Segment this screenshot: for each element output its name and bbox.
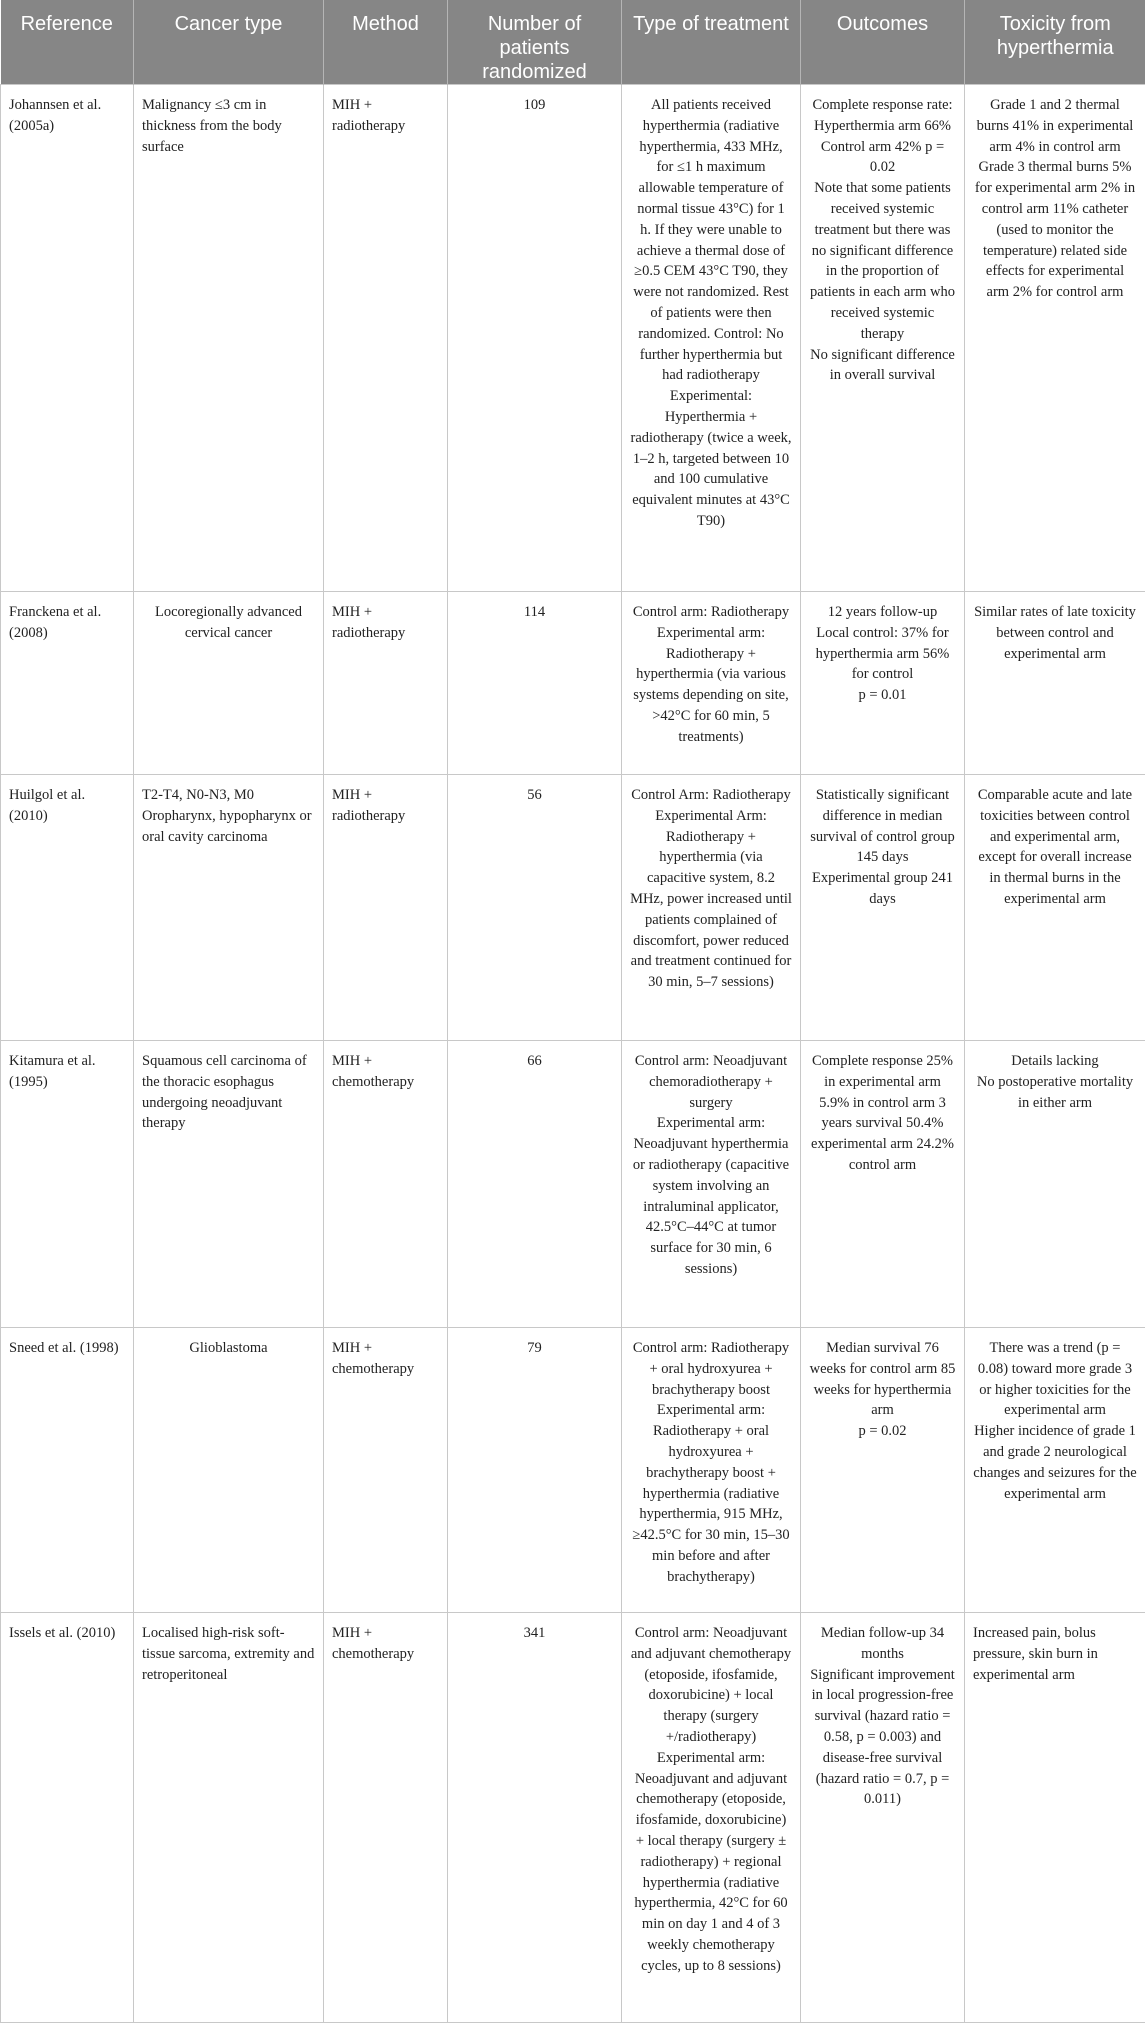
toxicity-cell: [965, 775, 1145, 1041]
cancer-type-cell: Localised high-risk soft-tissue sarcoma, extremity and retroperitoneal: [134, 1613, 324, 2023]
outcomes-cell: [801, 592, 965, 775]
outcomes-cell: [801, 85, 965, 592]
header-treatment-type: Type of treatment: [622, 0, 801, 85]
treatment-line: Experimental Arm: Radiotherapy + hyperthermia (via capacitive system, 8.2 MHz, power increased until patients complained of discomfort, power reduced and treatment continued for 30 min, 5–7 sessions): [630, 806, 792, 993]
outcomes-cell: [801, 775, 965, 1041]
outcome-line: Control arm 42% p = 0.02: [809, 137, 956, 179]
outcome-line: Local control: 37% for hyperthermia arm 56% for control: [809, 623, 956, 685]
treatment-line: Experimental: Hyperthermia + radiotherapy (twice a week, 1–2 h, targeted between 10 and 100 cumulative equivalent minutes at 43°C T90): [630, 386, 792, 532]
treatment-line: Control arm: Neoadjuvant chemoradiotherapy + surgery: [630, 1051, 792, 1113]
patients-cell: 66: [448, 1041, 622, 1328]
treatment-cell: [622, 592, 801, 775]
treatment-line: Control arm: Radiotherapy + oral hydroxyurea + brachytherapy boost: [630, 1338, 792, 1400]
toxicity-line: There was a trend (p = 0.08) toward more grade 3 or higher toxicities for the experimental arm: [973, 1338, 1137, 1421]
reference-cell: Huilgol et al. (2010): [1, 775, 134, 1041]
reference-cell: Kitamura et al. (1995): [1, 1041, 134, 1328]
treatment-cell: [622, 775, 801, 1041]
treatment-line: Experimental arm: Neoadjuvant hyperthermia or radiotherapy (capacitive system involving an intraluminal applicator, 42.5°C–44°C at tumor surface for 30 min, 6 sessions): [630, 1113, 792, 1279]
treatment-line: Control Arm: Radiotherapy: [630, 785, 792, 806]
cancer-type-cell: T2-T4, N0-N3, M0 Oropharynx, hypopharynx or oral cavity carcinoma: [134, 775, 324, 1041]
cancer-type-cell: Glioblastoma: [134, 1328, 324, 1613]
treatment-line: Experimental arm: Neoadjuvant and adjuvant chemotherapy (etoposide, ifosfamide, doxorubicine) + local therapy (surgery ± radiotherapy) + regional hyperthermia (radiative hyperthermia, 42°C for 60 min on day 1 and 4 of 3 weekly chemotherapy cycles, up to 8 sessions): [630, 1748, 792, 1977]
outcome-line: Statistically significant difference in median survival of control group 145 days: [809, 785, 956, 868]
toxicity-cell: [965, 592, 1145, 775]
toxicity-line: No postoperative mortality in either arm: [973, 1072, 1137, 1114]
outcomes-cell: [801, 1041, 965, 1328]
patients-cell: 114: [448, 592, 622, 775]
cancer-type-cell: Squamous cell carcinoma of the thoracic esophagus undergoing neoadjuvant therapy: [134, 1041, 324, 1328]
treatment-line: Control arm: Neoadjuvant and adjuvant chemotherapy (etoposide, ifosfamide, doxorubicine) + local therapy (surgery +/radiotherapy): [630, 1623, 792, 1748]
patients-cell: 79: [448, 1328, 622, 1613]
reference-cell: Issels et al. (2010): [1, 1613, 134, 2023]
cancer-type-cell: Locoregionally advanced cervical cancer: [134, 592, 324, 775]
method-cell: MIH + chemotherapy: [324, 1328, 448, 1613]
header-row: [1, 0, 1145, 85]
outcome-line: No significant difference in overall survival: [809, 345, 956, 387]
patients-cell: 56: [448, 775, 622, 1041]
toxicity-line: Similar rates of late toxicity between control and experimental arm: [973, 602, 1137, 664]
patients-cell: 109: [448, 85, 622, 592]
method-cell: MIH + radiotherapy: [324, 775, 448, 1041]
toxicity-line: Details lacking: [973, 1051, 1137, 1072]
treatment-cell: [622, 1613, 801, 2023]
treatment-line: Experimental arm: Radiotherapy + hyperthermia (via various systems depending on site, >42°C for 60 min, 5 treatments): [630, 623, 792, 748]
reference-cell: Sneed et al. (1998): [1, 1328, 134, 1613]
treatment-cell: [622, 1328, 801, 1613]
header-cancer-type: Cancer type: [134, 0, 324, 85]
reference-cell: Franckena et al. (2008): [1, 592, 134, 775]
method-cell: MIH + chemotherapy: [324, 1041, 448, 1328]
outcome-line: Significant improvement in local progression-free survival (hazard ratio = 0.58, p = 0.003) and disease-free survival (hazard ratio = 0.7, p = 0.011): [809, 1665, 956, 1811]
outcome-line: p = 0.02: [809, 1421, 956, 1442]
treatment-line: All patients received hyperthermia (radiative hyperthermia, 433 MHz, for ≤1 h maximum allowable temperature of normal tissue 43°C) for 1 h. If they were unable to achieve a thermal dose of ≥0.5 CEM 43°C T90, they were not randomized. Rest of patients were then randomized. Control: No further hyperthermia but had radiotherapy: [630, 95, 792, 386]
table-row: [1, 1328, 1145, 1613]
method-cell: MIH + radiotherapy: [324, 85, 448, 592]
outcome-line: Median follow-up 34 months: [809, 1623, 956, 1665]
outcome-line: 12 years follow-up: [809, 602, 956, 623]
outcomes-cell: [801, 1328, 965, 1613]
toxicity-line: Grade 3 thermal burns 5% for experimental arm 2% in control arm 11% catheter (used to monitor the temperature) related side effects for experimental arm 2% for control arm: [973, 157, 1137, 303]
outcome-line: Complete response 25% in experimental arm 5.9% in control arm 3 years survival 50.4% experimental arm 24.2% control arm: [809, 1051, 956, 1176]
outcome-line: Median survival 76 weeks for control arm 85 weeks for hyperthermia arm: [809, 1338, 956, 1421]
header-toxicity: Toxicity from hyperthermia: [965, 0, 1145, 85]
treatment-line: Experimental arm: Radiotherapy + oral hydroxyurea + brachytherapy boost + hyperthermia (radiative hyperthermia, 915 MHz, ≥42.5°C for 30 min, 15–30 min before and after brachytherapy): [630, 1400, 792, 1587]
treatment-cell: [622, 1041, 801, 1328]
table-row: [1, 1041, 1145, 1328]
outcome-line: Note that some patients received systemic treatment but there was no significant difference in the proportion of patients in each arm who received systemic therapy: [809, 178, 956, 344]
header-method: Method: [324, 0, 448, 85]
toxicity-cell: [965, 85, 1145, 592]
outcome-line: p = 0.01: [809, 685, 956, 706]
cancer-type-cell: Malignancy ≤3 cm in thickness from the body surface: [134, 85, 324, 592]
treatment-cell: [622, 85, 801, 592]
toxicity-line: Comparable acute and late toxicities between control and experimental arm, except for overall increase in thermal burns in the experimental arm: [973, 785, 1137, 910]
header-outcomes: Outcomes: [801, 0, 965, 85]
toxicity-line: Higher incidence of grade 1 and grade 2 neurological changes and seizures for the experimental arm: [973, 1421, 1137, 1504]
patients-cell: 341: [448, 1613, 622, 2023]
header-reference: Reference: [1, 0, 134, 85]
reference-cell: Johannsen et al. (2005a): [1, 85, 134, 592]
outcome-line: Experimental group 241 days: [809, 868, 956, 910]
outcome-line: Complete response rate: Hyperthermia arm 66%: [809, 95, 956, 137]
toxicity-line: Grade 1 and 2 thermal burns 41% in experimental arm 4% in control arm: [973, 95, 1137, 157]
toxicity-line: Increased pain, bolus pressure, skin burn in experimental arm: [973, 1623, 1137, 1685]
toxicity-cell: [965, 1328, 1145, 1613]
table-row: [1, 592, 1145, 775]
table-row: [1, 85, 1145, 592]
toxicity-cell: [965, 1613, 1145, 2023]
treatment-line: Control arm: Radiotherapy: [630, 602, 792, 623]
header-patients-randomized: Number of patients randomized: [448, 0, 622, 85]
outcomes-cell: [801, 1613, 965, 2023]
table-row: [1, 1613, 1145, 2023]
table-row: [1, 775, 1145, 1041]
toxicity-cell: [965, 1041, 1145, 1328]
method-cell: MIH + radiotherapy: [324, 592, 448, 775]
method-cell: MIH + chemotherapy: [324, 1613, 448, 2023]
